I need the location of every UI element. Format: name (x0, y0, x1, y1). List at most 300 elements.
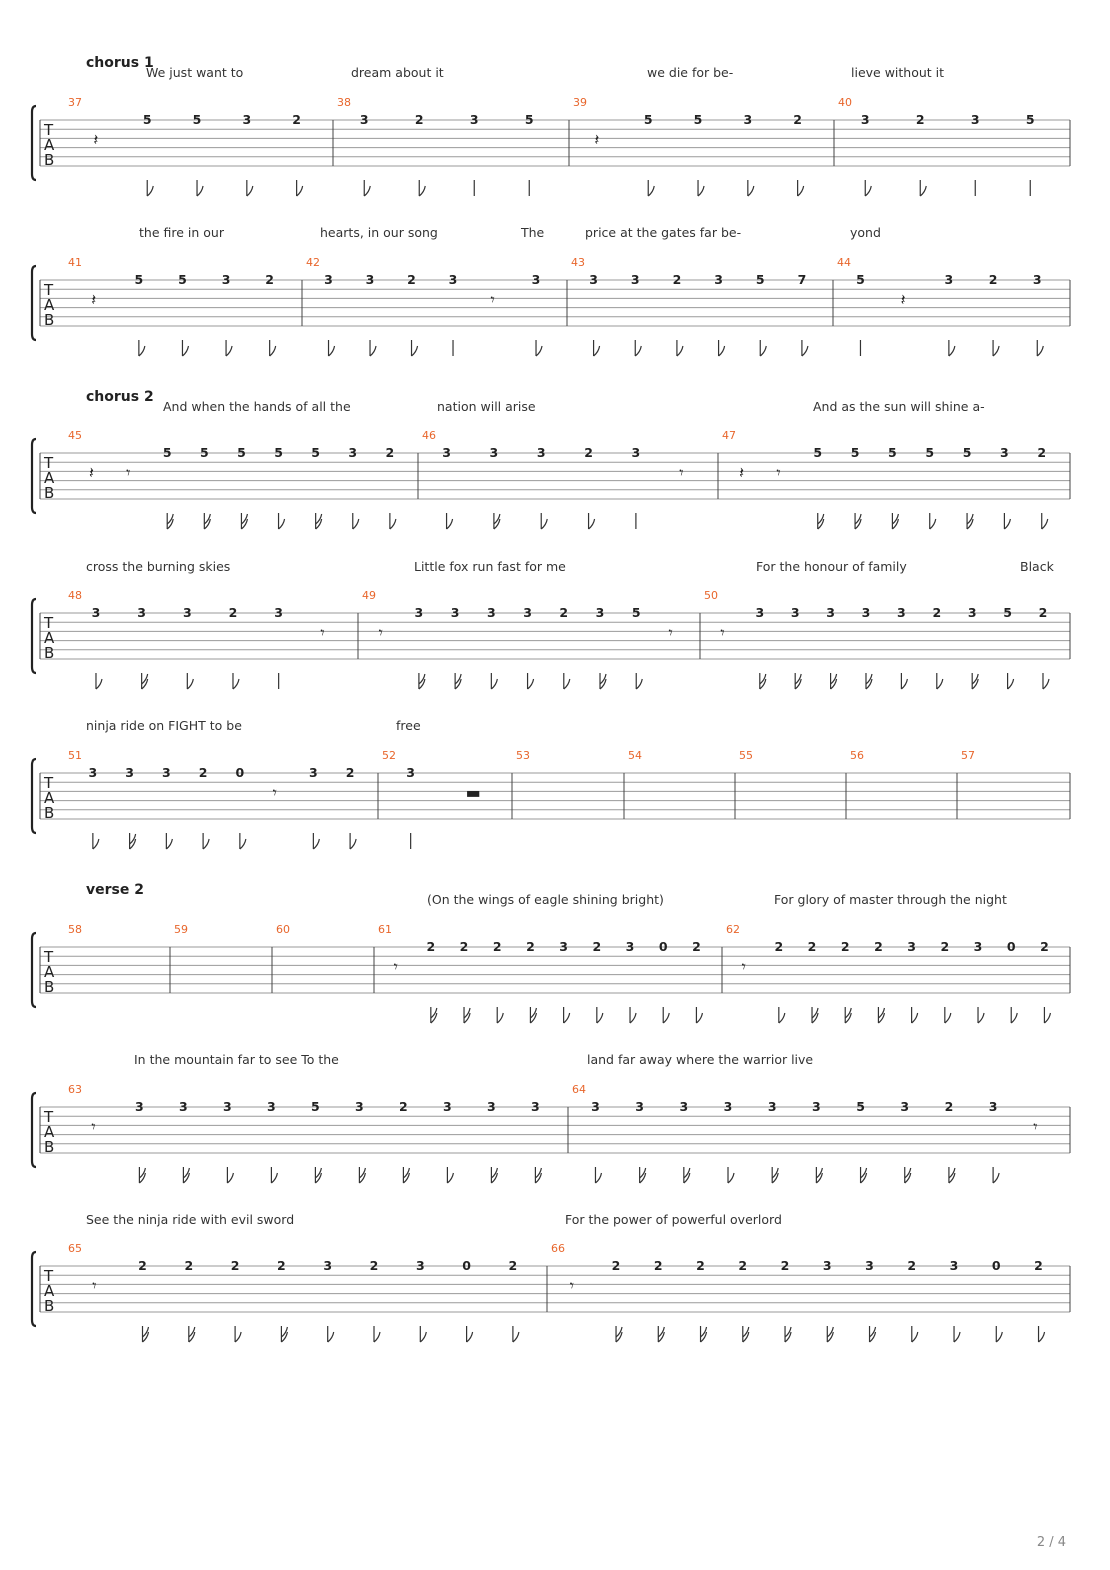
lyric-line: In the mountain far to see To the (134, 1052, 339, 1067)
fret-number: 2 (1034, 1258, 1043, 1273)
fret-number: 3 (826, 605, 835, 620)
fret-number: 2 (385, 445, 395, 460)
note-flag (541, 519, 547, 529)
measure-number: 49 (362, 589, 376, 602)
note-flag (728, 1173, 734, 1183)
fret-number: 3 (973, 939, 983, 954)
measure-number: 52 (382, 749, 396, 762)
fret-number: 2 (184, 1258, 194, 1273)
fret-number: 5 (134, 272, 144, 287)
note-flag (978, 1013, 984, 1023)
tab-clef-letter: B (44, 1138, 55, 1156)
fret-number: 2 (399, 1099, 408, 1114)
note-flag (760, 346, 766, 356)
rest-mark: ▬ (465, 782, 481, 802)
rest-mark: 𝄽 (93, 129, 99, 149)
fret-number: 2 (672, 272, 682, 287)
fret-number: 2 (277, 1258, 286, 1273)
fret-number: 3 (125, 765, 134, 780)
fret-number: 3 (861, 605, 871, 620)
fret-number: 3 (679, 1099, 689, 1114)
fret-number: 3 (137, 605, 147, 620)
section-label: chorus 1 (86, 55, 154, 71)
rest-mark: 𝄾 (92, 1275, 97, 1295)
fret-number: 3 (442, 445, 451, 460)
fret-number: 2 (807, 939, 817, 954)
fret-number: 3 (591, 1099, 600, 1114)
fret-number: 3 (907, 939, 916, 954)
note-flag (954, 1332, 960, 1342)
tab-system (32, 1212, 1070, 1342)
rest-mark: 𝄾 (1033, 1116, 1038, 1136)
note-flag (370, 346, 376, 356)
tab-clef-letter: T (44, 1108, 54, 1126)
tab-system (32, 55, 1070, 196)
tab-clef-letter: A (44, 136, 55, 154)
system-bracket (32, 599, 36, 673)
fret-number: 3 (812, 1099, 821, 1114)
tab-clef-letter: B (44, 804, 55, 822)
note-flag (635, 346, 641, 356)
fret-number: 3 (967, 605, 977, 620)
measure-number: 59 (174, 923, 188, 936)
lyric-line: See the ninja ride with evil sword (86, 1212, 295, 1227)
lyric-line: For the power of powerful overlord (565, 1212, 782, 1227)
note-flag (663, 1013, 669, 1023)
rest-mark: 𝄾 (378, 622, 383, 642)
tab-clef-letter: T (44, 948, 54, 966)
fret-number: 3 (531, 272, 541, 287)
measure-number: 51 (68, 749, 82, 762)
fret-number: 3 (221, 272, 231, 287)
rest-mark: 𝄾 (272, 782, 277, 802)
note-flag (147, 186, 153, 196)
rest-mark: 𝄾 (393, 956, 398, 976)
lyric-line: yond (850, 225, 881, 240)
measure-number: 57 (961, 749, 975, 762)
note-flag (235, 1332, 241, 1342)
fret-number: 5 (643, 112, 653, 127)
fret-number: 3 (723, 1099, 733, 1114)
lyric-line: free (396, 718, 421, 733)
fret-number: 3 (743, 112, 753, 127)
fret-number: 5 (850, 445, 860, 460)
note-flag (497, 1013, 503, 1023)
note-flag (419, 186, 425, 196)
note-flag (467, 1332, 473, 1342)
fret-number: 2 (592, 939, 602, 954)
note-flag (698, 186, 704, 196)
fret-number: 5 (199, 445, 209, 460)
fret-number: 3 (559, 939, 568, 954)
fret-number: 2 (198, 765, 208, 780)
fret-number: 0 (462, 1258, 471, 1273)
tab-clef-letter: A (44, 469, 55, 487)
note-flag (949, 346, 955, 356)
fret-number: 2 (426, 939, 436, 954)
fret-number: 7 (797, 272, 807, 287)
measure-number: 60 (276, 923, 290, 936)
tab-clef-letter: A (44, 1123, 55, 1141)
fret-number: 5 (631, 605, 641, 620)
lyric-line: Little fox run fast for me (414, 559, 566, 574)
fret-number: 5 (856, 1099, 865, 1114)
fret-number: 3 (182, 605, 192, 620)
fret-number: 5 (888, 445, 897, 460)
note-flag (595, 1173, 601, 1183)
fret-number: 2 (915, 112, 925, 127)
fret-number: 2 (1037, 445, 1047, 460)
measure-number: 54 (628, 749, 642, 762)
lyric-line: For glory of master through the night (774, 892, 1007, 907)
fret-number: 5 (813, 445, 823, 460)
rest-mark: 𝄽 (900, 289, 906, 309)
note-flag (390, 519, 396, 529)
measure-number: 55 (739, 749, 753, 762)
tab-clef-letter: T (44, 121, 54, 139)
measure-number: 56 (850, 749, 864, 762)
fret-number: 3 (323, 1258, 333, 1273)
note-flag (166, 839, 172, 849)
rest-mark: 𝄾 (741, 956, 746, 976)
measure-number: 38 (337, 96, 351, 109)
fret-number: 2 (793, 112, 802, 127)
lyric-line: we die for be- (647, 65, 734, 80)
system-bracket (32, 933, 36, 1007)
note-flag (1011, 1013, 1017, 1023)
fret-number: 5 (925, 445, 935, 460)
lyric-line: hearts, in our song (320, 225, 438, 240)
note-flag (313, 839, 319, 849)
note-flag (270, 346, 276, 356)
rest-mark: 𝄽 (88, 462, 94, 482)
note-flag (93, 839, 99, 849)
note-flag (865, 186, 871, 196)
rest-mark: 𝄽 (594, 129, 600, 149)
fret-number: 3 (714, 272, 723, 287)
tab-clef-letter: B (44, 644, 55, 662)
note-flag (719, 346, 725, 356)
system-bracket (32, 106, 36, 180)
note-flag (901, 679, 907, 689)
measure-number: 62 (726, 923, 740, 936)
note-flag (447, 519, 453, 529)
note-flag (648, 186, 654, 196)
note-flag (1004, 519, 1010, 529)
fret-number: 3 (897, 605, 906, 620)
fret-number: 0 (235, 765, 245, 780)
lyric-line: And as the sun will shine a- (813, 399, 985, 414)
fret-number: 3 (631, 445, 641, 460)
fret-number: 2 (940, 939, 950, 954)
lyric-line: price at the gates far be- (585, 225, 742, 240)
measure-number: 61 (378, 923, 392, 936)
fret-number: 3 (589, 272, 598, 287)
note-flag (696, 1013, 702, 1023)
fret-number: 2 (1040, 939, 1049, 954)
fret-number: 3 (489, 445, 499, 460)
note-flag (1044, 1013, 1050, 1023)
fret-number: 3 (822, 1258, 832, 1273)
fret-number: 5 (237, 445, 246, 460)
fret-number: 2 (407, 272, 416, 287)
fret-number: 2 (932, 605, 942, 620)
tab-system (32, 1052, 1070, 1183)
system-bracket (32, 1252, 36, 1326)
note-flag (798, 186, 804, 196)
fret-number: 3 (1032, 272, 1042, 287)
note-flag (1039, 1332, 1045, 1342)
measure-number: 48 (68, 589, 82, 602)
note-flag (374, 1332, 380, 1342)
fret-number: 3 (406, 765, 416, 780)
note-flag (996, 1332, 1002, 1342)
tab-clef-letter: A (44, 1282, 55, 1300)
fret-number: 3 (135, 1099, 144, 1114)
fret-number: 2 (526, 939, 535, 954)
note-flag (564, 1013, 570, 1023)
fret-number: 3 (486, 605, 496, 620)
fret-number: 3 (309, 765, 318, 780)
rest-mark: 𝄽 (91, 289, 97, 309)
fret-number: 2 (292, 112, 301, 127)
note-flag (937, 679, 943, 689)
tab-clef-letter: T (44, 454, 54, 472)
tab-clef-letter: T (44, 614, 54, 632)
lyric-line: (On the wings of eagle shining bright) (427, 892, 664, 907)
fret-number: 5 (856, 272, 865, 287)
fret-number: 2 (584, 445, 593, 460)
fret-number: 5 (162, 445, 172, 460)
section-label: chorus 2 (86, 389, 154, 405)
fret-number: 2 (696, 1258, 705, 1273)
fret-number: 2 (944, 1099, 954, 1114)
fret-number: 3 (450, 605, 460, 620)
fret-number: 5 (693, 112, 703, 127)
fret-number: 3 (595, 605, 605, 620)
note-flag (329, 346, 335, 356)
note-flag (447, 1173, 453, 1183)
fret-number: 2 (459, 939, 469, 954)
note-flag (353, 519, 359, 529)
note-flag (993, 346, 999, 356)
note-flag (233, 679, 239, 689)
fret-number: 3 (91, 605, 101, 620)
fret-number: 5 (192, 112, 202, 127)
measure-number: 39 (573, 96, 587, 109)
note-flag (1043, 679, 1049, 689)
fret-number: 5 (274, 445, 283, 460)
measure-number: 66 (551, 1242, 565, 1255)
note-flag (203, 839, 209, 849)
rest-mark: 𝄾 (126, 462, 131, 482)
system-bracket (32, 266, 36, 340)
measure-number: 63 (68, 1083, 82, 1096)
fret-number: 3 (625, 939, 635, 954)
fret-number: 2 (414, 112, 424, 127)
fret-number: 3 (162, 765, 171, 780)
fret-number: 2 (780, 1258, 790, 1273)
fret-number: 2 (492, 939, 502, 954)
note-flag (594, 346, 600, 356)
note-flag (96, 679, 102, 689)
fret-number: 5 (1025, 112, 1035, 127)
fret-number: 5 (524, 112, 534, 127)
note-flag (350, 839, 356, 849)
fret-number: 3 (630, 272, 640, 287)
lyric-line: lieve without it (851, 65, 945, 80)
fret-number: 2 (988, 272, 998, 287)
note-flag (227, 1173, 233, 1183)
measure-number: 37 (68, 96, 82, 109)
tab-system (32, 718, 1070, 849)
system-bracket (32, 1093, 36, 1167)
rest-mark: 𝄾 (679, 462, 684, 482)
lyric-line: cross the burning skies (86, 559, 231, 574)
fret-number: 3 (865, 1258, 874, 1273)
note-flag (197, 186, 203, 196)
note-flag (779, 1013, 785, 1023)
fret-number: 3 (469, 112, 479, 127)
tab-system (32, 225, 1070, 356)
note-flag (748, 186, 754, 196)
note-flag (412, 346, 418, 356)
fret-number: 2 (230, 1258, 240, 1273)
measure-number: 64 (572, 1083, 586, 1096)
tab-clef-letter: T (44, 774, 54, 792)
rest-mark: 𝄾 (91, 1116, 96, 1136)
tab-clef-letter: B (44, 311, 55, 329)
fret-number: 3 (179, 1099, 188, 1114)
measure-number: 50 (704, 589, 718, 602)
fret-number: 3 (944, 272, 954, 287)
fret-number: 3 (767, 1099, 777, 1114)
note-flag (187, 679, 193, 689)
note-flag (247, 186, 253, 196)
note-flag (636, 679, 642, 689)
note-flag (1037, 346, 1043, 356)
fret-number: 3 (523, 605, 532, 620)
fret-number: 2 (738, 1258, 748, 1273)
measure-number: 40 (838, 96, 852, 109)
tab-clef-letter: B (44, 1297, 55, 1315)
system-bracket (32, 759, 36, 833)
fret-number: 2 (369, 1258, 379, 1273)
note-flag (677, 346, 683, 356)
fret-number: 3 (536, 445, 546, 460)
note-flag (912, 1013, 918, 1023)
fret-number: 2 (265, 272, 275, 287)
lyric-line: Black (1020, 559, 1054, 574)
note-flag (912, 1332, 918, 1342)
note-flag (226, 346, 232, 356)
note-flag (536, 346, 542, 356)
section-label: verse 2 (86, 882, 144, 898)
note-flag (589, 519, 595, 529)
fret-number: 5 (1003, 605, 1012, 620)
tab-clef-letter: B (44, 978, 55, 996)
rest-mark: 𝄾 (569, 1275, 575, 1295)
fret-number: 0 (658, 939, 668, 954)
measure-number: 44 (837, 256, 851, 269)
note-flag (240, 839, 246, 849)
fret-number: 2 (508, 1258, 518, 1273)
system-bracket (32, 439, 36, 513)
fret-number: 3 (359, 112, 369, 127)
note-flag (271, 1173, 277, 1183)
fret-number: 2 (840, 939, 850, 954)
lyric-line: ninja ride on FIGHT to be (86, 718, 242, 733)
tab-clef-letter: T (44, 281, 54, 299)
note-flag (420, 1332, 426, 1342)
lyric-line: land far away where the warrior live (587, 1052, 814, 1067)
fret-number: 0 (1006, 939, 1016, 954)
fret-number: 3 (949, 1258, 959, 1273)
tab-clef-letter: A (44, 789, 55, 807)
fret-number: 3 (1000, 445, 1009, 460)
lyric-line: nation will arise (437, 399, 536, 414)
fret-number: 3 (415, 1258, 425, 1273)
fret-number: 3 (988, 1099, 998, 1114)
note-flag (597, 1013, 603, 1023)
rest-mark: 𝄾 (320, 622, 325, 642)
note-flag (297, 186, 303, 196)
note-flag (139, 346, 145, 356)
fret-number: 5 (755, 272, 765, 287)
rest-mark: 𝄾 (668, 622, 673, 642)
tab-clef-letter: A (44, 629, 55, 647)
fret-number: 3 (88, 765, 98, 780)
fret-number: 3 (223, 1099, 232, 1114)
fret-number: 3 (324, 272, 333, 287)
note-flag (182, 346, 188, 356)
lyric-line: We just want to (146, 65, 244, 80)
lyric-line: dream about it (351, 65, 444, 80)
measure-number: 43 (571, 256, 585, 269)
fret-number: 3 (635, 1099, 644, 1114)
lyric-line: The (521, 225, 545, 240)
fret-number: 3 (355, 1099, 364, 1114)
note-flag (993, 1173, 999, 1183)
fret-number: 3 (900, 1099, 910, 1114)
fret-number: 2 (138, 1258, 147, 1273)
fret-number: 3 (448, 272, 458, 287)
note-flag (802, 346, 808, 356)
note-flag (491, 679, 497, 689)
fret-number: 2 (559, 605, 569, 620)
measure-number: 45 (68, 429, 82, 442)
fret-number: 2 (1038, 605, 1048, 620)
fret-number: 2 (345, 765, 355, 780)
note-flag (630, 1013, 636, 1023)
fret-number: 5 (311, 445, 321, 460)
page-number: 2 / 4 (1036, 1535, 1066, 1550)
fret-number: 5 (142, 112, 152, 127)
measure-number: 65 (68, 1242, 82, 1255)
note-flag (279, 519, 285, 529)
tab-clef-letter: A (44, 963, 55, 981)
note-flag (945, 1013, 951, 1023)
fret-number: 3 (860, 112, 870, 127)
fret-number: 2 (874, 939, 883, 954)
tab-system (32, 882, 1070, 1023)
fret-number: 2 (907, 1258, 917, 1273)
tab-system (32, 389, 1070, 529)
fret-number: 3 (487, 1099, 496, 1114)
measure-number: 41 (68, 256, 82, 269)
measure-number: 58 (68, 923, 82, 936)
note-flag (930, 519, 936, 529)
